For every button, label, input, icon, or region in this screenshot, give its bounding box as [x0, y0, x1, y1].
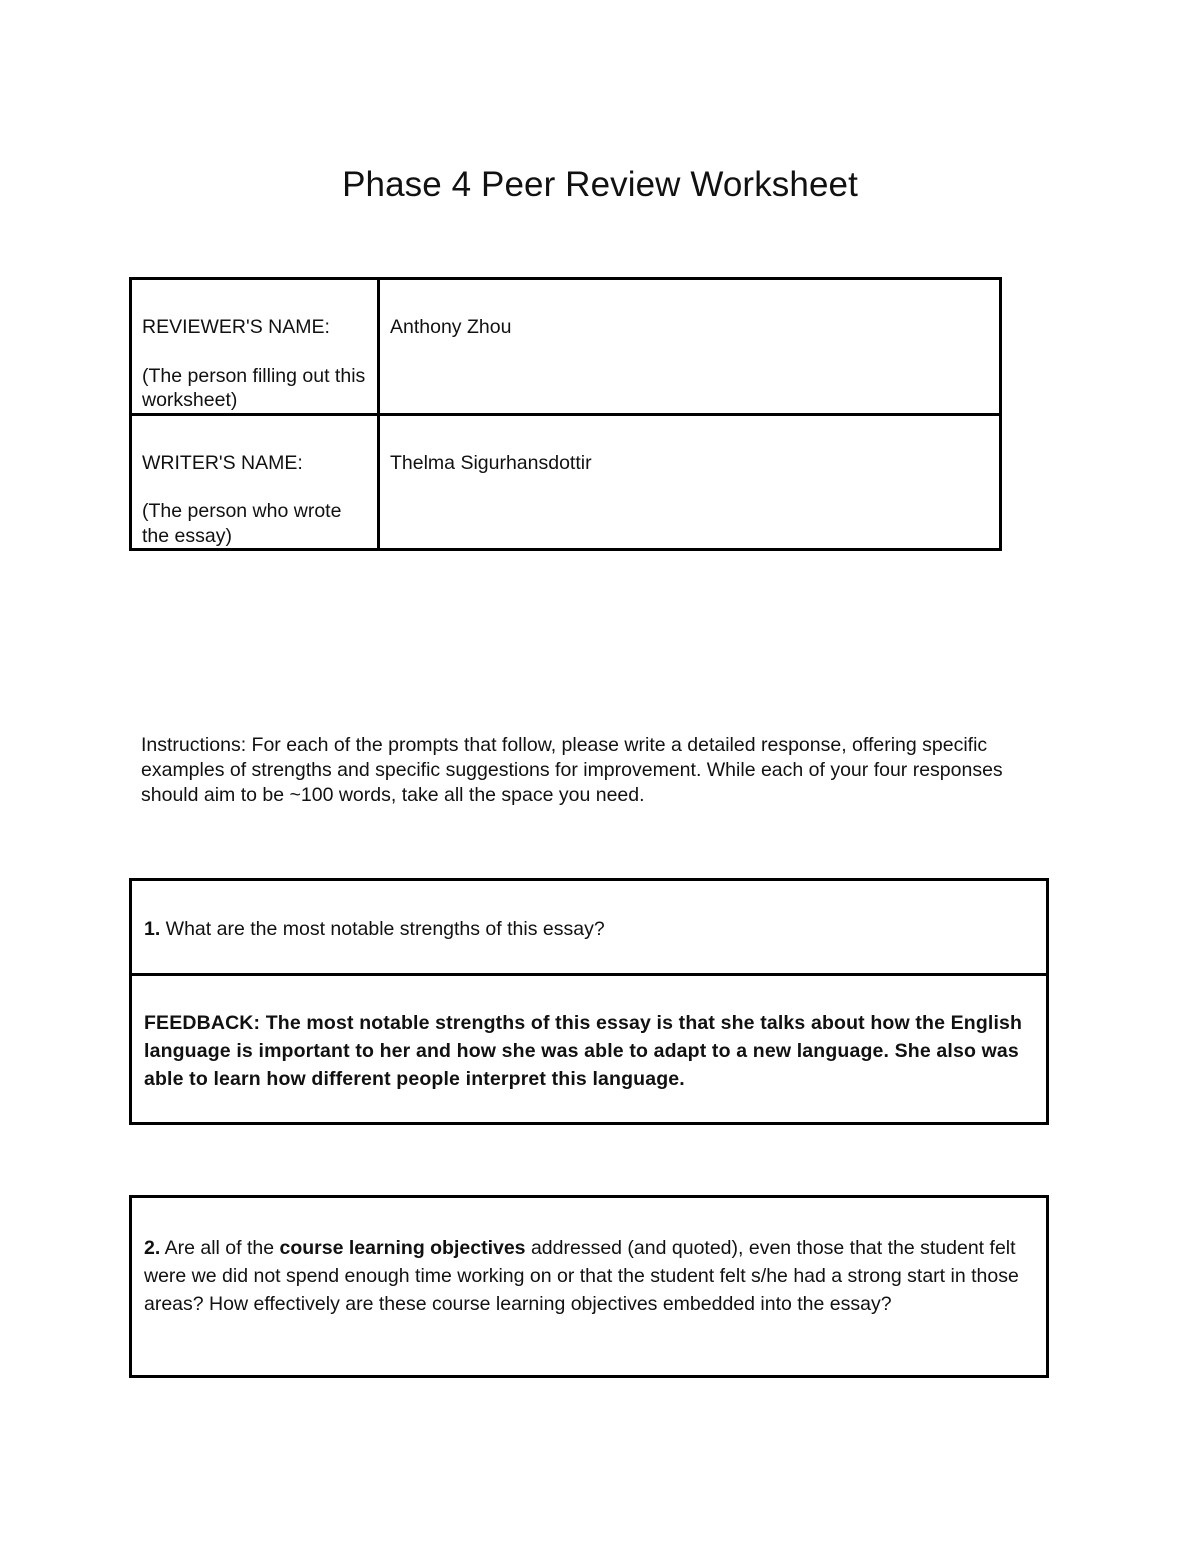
- writer-label: WRITER'S NAME:: [142, 451, 303, 474]
- reviewer-label: REVIEWER'S NAME:: [142, 316, 330, 338]
- reviewer-note: (The person filling out this worksheet): [142, 364, 366, 411]
- prompt-1-question-text: What are the most notable strengths of this essay?: [160, 918, 605, 940]
- prompt-2-question-start: Are all of the: [160, 1237, 280, 1259]
- prompt-2-box: [129, 1195, 1049, 1378]
- reviewer-row: [131, 279, 1001, 415]
- reviewer-label-cell: [131, 279, 379, 415]
- writer-name-field[interactable]: Thelma Sigurhansdottir: [379, 414, 1001, 550]
- prompt-1-question: [132, 881, 1046, 976]
- prompt-1-feedback[interactable]: FEEDBACK: The most notable strengths of this essay is that she talks about how the English language is important to her and how she was able to adapt to a new language. She also was able to learn how different people interpret this language.: [144, 1012, 1023, 1090]
- reviewer-name-field[interactable]: Anthony Zhou: [379, 279, 1001, 415]
- prompt-2-question-emphasis: course learning objectives: [279, 1237, 526, 1259]
- prompt-1-box: [129, 878, 1049, 1125]
- prompt-2-number: 2.: [144, 1237, 161, 1259]
- prompt-1-number: 1.: [144, 918, 161, 940]
- names-table: [129, 277, 1002, 551]
- prompt-2-question: [132, 1198, 1046, 1318]
- prompt-2-question-end: addressed (and quoted), even those that the student felt were we did not spend enough time working on or that the student felt s/he had a strong start in those areas? How effectively are these course learning objectives embedded into the essay?: [144, 1237, 1019, 1315]
- writer-note: (The person who wrote the essay): [142, 500, 342, 547]
- page-title: Phase 4 Peer Review Worksheet: [342, 165, 858, 204]
- instructions-text: Instructions: For each of the prompts that follow, please write a detailed response, offering specific examples of strengths and specific suggestions for improvement. While each of your four responses should aim to be ~100 words, take all the space you need.: [141, 734, 1003, 806]
- writer-row: [131, 414, 1001, 550]
- writer-label-cell: [131, 414, 379, 550]
